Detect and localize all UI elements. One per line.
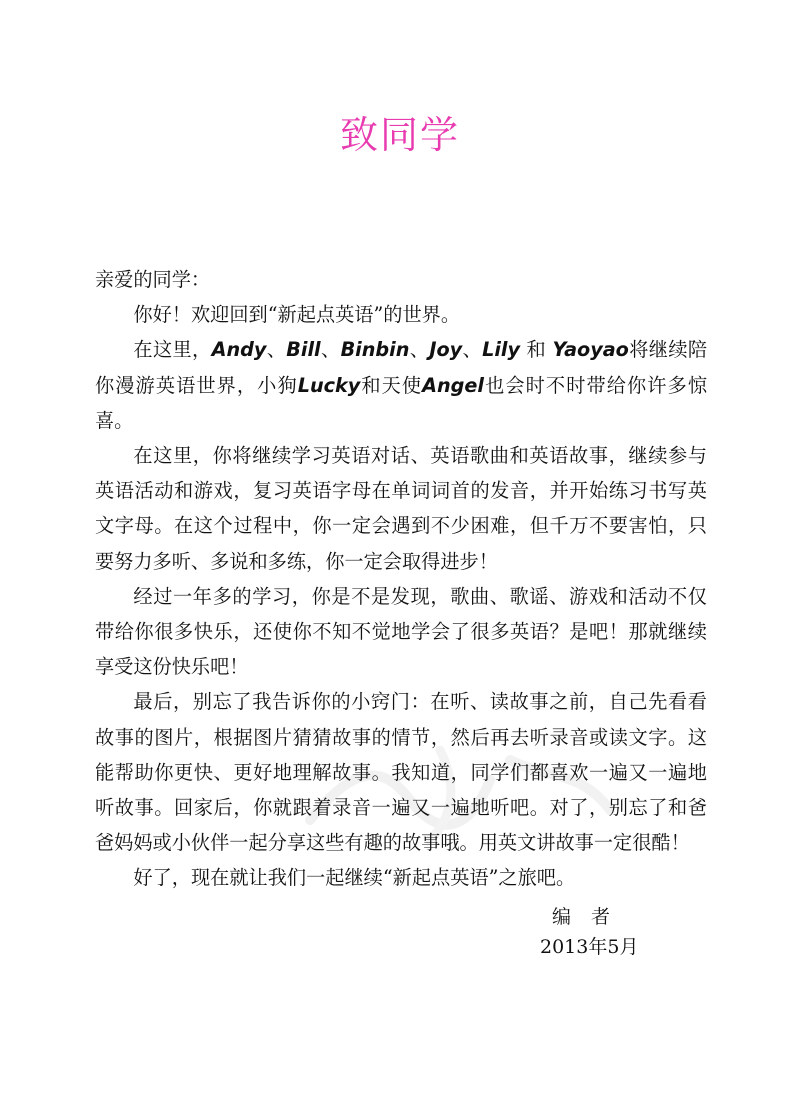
- name-separator: 、: [266, 338, 287, 362]
- paragraph-6: 好了，现在就让我们一起继续“新起点英语”之旅吧。: [133, 866, 576, 890]
- signature-editor: 编者: [552, 906, 631, 928]
- name-angel: Angel: [422, 373, 485, 397]
- signature-block: [540, 902, 640, 962]
- page-title: 致同学: [339, 113, 460, 157]
- name-lucky: Lucky: [297, 373, 361, 397]
- name-joy: Joy: [429, 338, 463, 362]
- name-separator: 、: [462, 338, 483, 362]
- paragraph-5: 最后，别忘了我告诉你的小窍门：在听、读故事之前，自己先看看故事的图片，根据图片猜猜故事的情节，然后再去听录音或读文字。这能帮助你更快、更好地理解故事。我知道，同学们都喜欢一遍又一遍地听故事。回家后，你就跟着录音一遍又一遍地听吧。对了，别忘了和爸爸妈妈或小伙伴一起分享这些有趣的故事哦。用英文讲故事一定很酷！: [95, 690, 707, 855]
- paragraph-1: 你好！欢迎回到“新起点英语”的世界。: [133, 303, 461, 327]
- paragraph-4: 经过一年多的学习，你是不是发现，歌曲、歌谣、游戏和活动不仅带给你很多快乐，还使你不知不觉地学会了很多英语？是吧！那就继续享受这份快乐吧！: [95, 584, 707, 679]
- name-bill: Bill: [286, 338, 321, 362]
- greeting: 亲爱的同学：: [95, 268, 211, 291]
- paragraph-2: [95, 332, 707, 438]
- para2-mid: 将继续陪你漫游英语世界，小狗: [95, 338, 708, 397]
- name-andy: Andy: [211, 338, 267, 362]
- name-separator: 、: [409, 338, 430, 362]
- para2-and: 和天使: [360, 373, 423, 397]
- signature-date: 2013年5月: [540, 936, 639, 958]
- paragraph-3: 在这里，你将继续学习英语对话、英语歌曲和英语故事，继续参与英语活动和游戏，复习英语字母在单词词首的发音，并开始练习书写英文字母。在这个过程中，你一定会遇到不少困难，但千万不要害怕，只要努力多听、多说和多练，你一定会取得进步！: [95, 444, 707, 573]
- name-yaoyao: Yaoyao: [552, 338, 629, 362]
- para2-lead: 在这里，: [133, 338, 212, 362]
- para2-tail: 也会时不时带给你许多惊喜。: [95, 373, 708, 432]
- name-lily: Lily: [482, 338, 520, 362]
- name-separator: 、: [320, 338, 341, 362]
- and-word: 和: [519, 338, 553, 362]
- name-binbin: Binbin: [340, 338, 410, 362]
- letter-body: [95, 262, 707, 896]
